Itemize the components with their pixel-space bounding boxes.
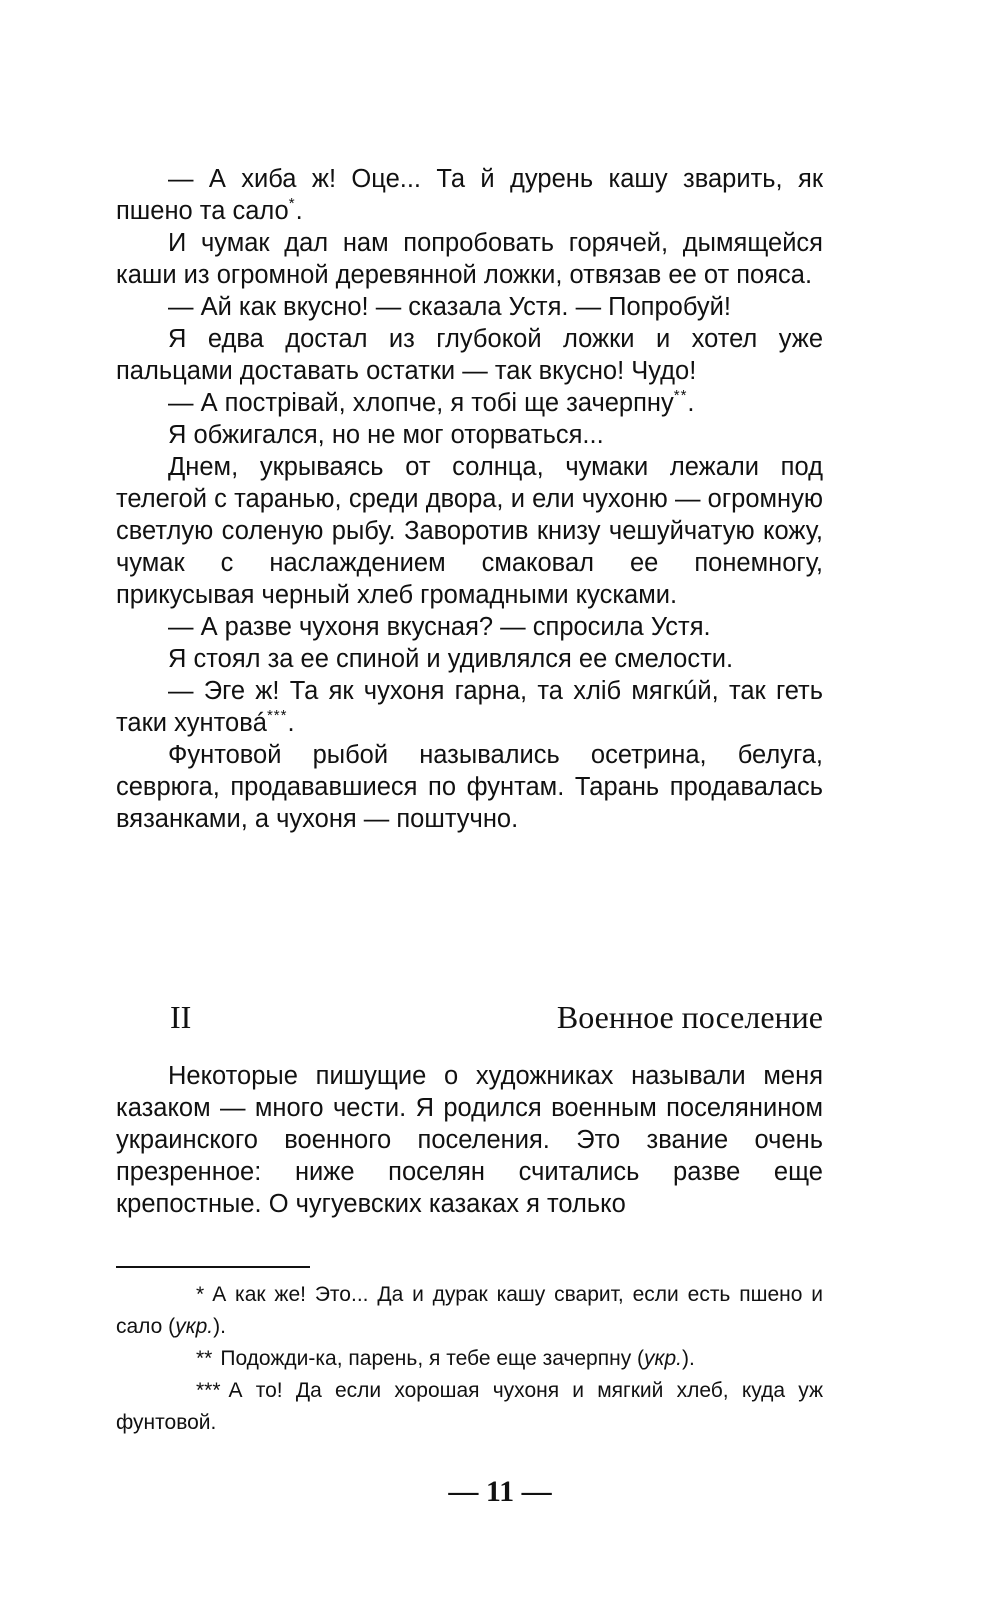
footnote-mark[interactable]: * [288,195,296,212]
footnote-mark: *** [196,1379,221,1402]
paragraph: Днем, укрываясь от солнца, чумаки лежали под телегой с таранью, среди двора, и ели чухоню — огромную светлую соленую рыбу. Заворотив книзу чешуйчатую кожу, чумак с наслаждением смаковал ее понемногу, прикусывая черный хлеб громадными кусками. [116,453,823,609]
footnote: ** Подожди-ка, парень, я тебе еще зачерпну (укр.). [196,1347,695,1370]
paragraph: — А хиба ж! Оце... Та й дурень кашу зварить, як пшено та сало*. [116,165,823,225]
paragraph: — Эге ж! Та як чухоня гарна, та хліб мягкúй, так геть таки хунтовá***. [116,677,823,737]
footnote-mark[interactable]: ** [673,387,688,404]
chapter-number: II [170,999,192,1035]
footnote-mark: ** [196,1347,213,1370]
paragraph: — А пострівай, хлопче, я тобі ще зачерпну**. [168,387,695,417]
paragraph: Фунтовой рыбой назывались осетрина, белуга, севрюга, продававшиеся по фунтам. Тарань продавалась вязанками, а чухоня — поштучно. [116,741,823,833]
paragraph: Я обжигался, но не мог оторваться... [168,421,604,449]
paragraph: И чумак дал нам попробовать горячей, дымящейся каши из огромной деревянной ложки, отвязав ее от пояса. [116,229,823,289]
paragraph: — А разве чухоня вкусная? — спросила Устя. [168,613,711,641]
chapter-text [116,1060,823,1220]
footnote-mark[interactable]: *** [266,707,288,724]
page-number: — 11 — [448,1475,552,1508]
chapter-heading [116,997,823,1041]
paragraph: — Ай как вкусно! — сказала Устя. — Попробуй! [168,293,731,321]
footnote: * А как же! Это... Да и дурак кашу сварит, если есть пшено и сало (укр.). [116,1283,823,1338]
paragraph: Я стоял за ее спиной и удивлялся ее смелости. [168,645,734,673]
footnote-mark: * [196,1283,205,1306]
main-text [116,163,823,835]
footnote-divider [116,1266,310,1268]
chapter-title: Военное поселение [556,999,823,1035]
paragraph: Я едва достал из глубокой ложки и хотел уже пальцами доставать остатки — так вкусно! Чудо! [116,325,823,385]
footnotes [116,1279,823,1439]
paragraph: Некоторые пишущие о художниках называли меня казаком — много чести. Я родился военным поселянином украинского военного поселения. Это звание очень презренное: ниже поселян считались разве еще крепостные. О чугуевских казаках я только [116,1062,823,1218]
footnote: *** А то! Да если хорошая чухоня и мягкий хлеб, куда уж фунтовой. [116,1379,823,1434]
